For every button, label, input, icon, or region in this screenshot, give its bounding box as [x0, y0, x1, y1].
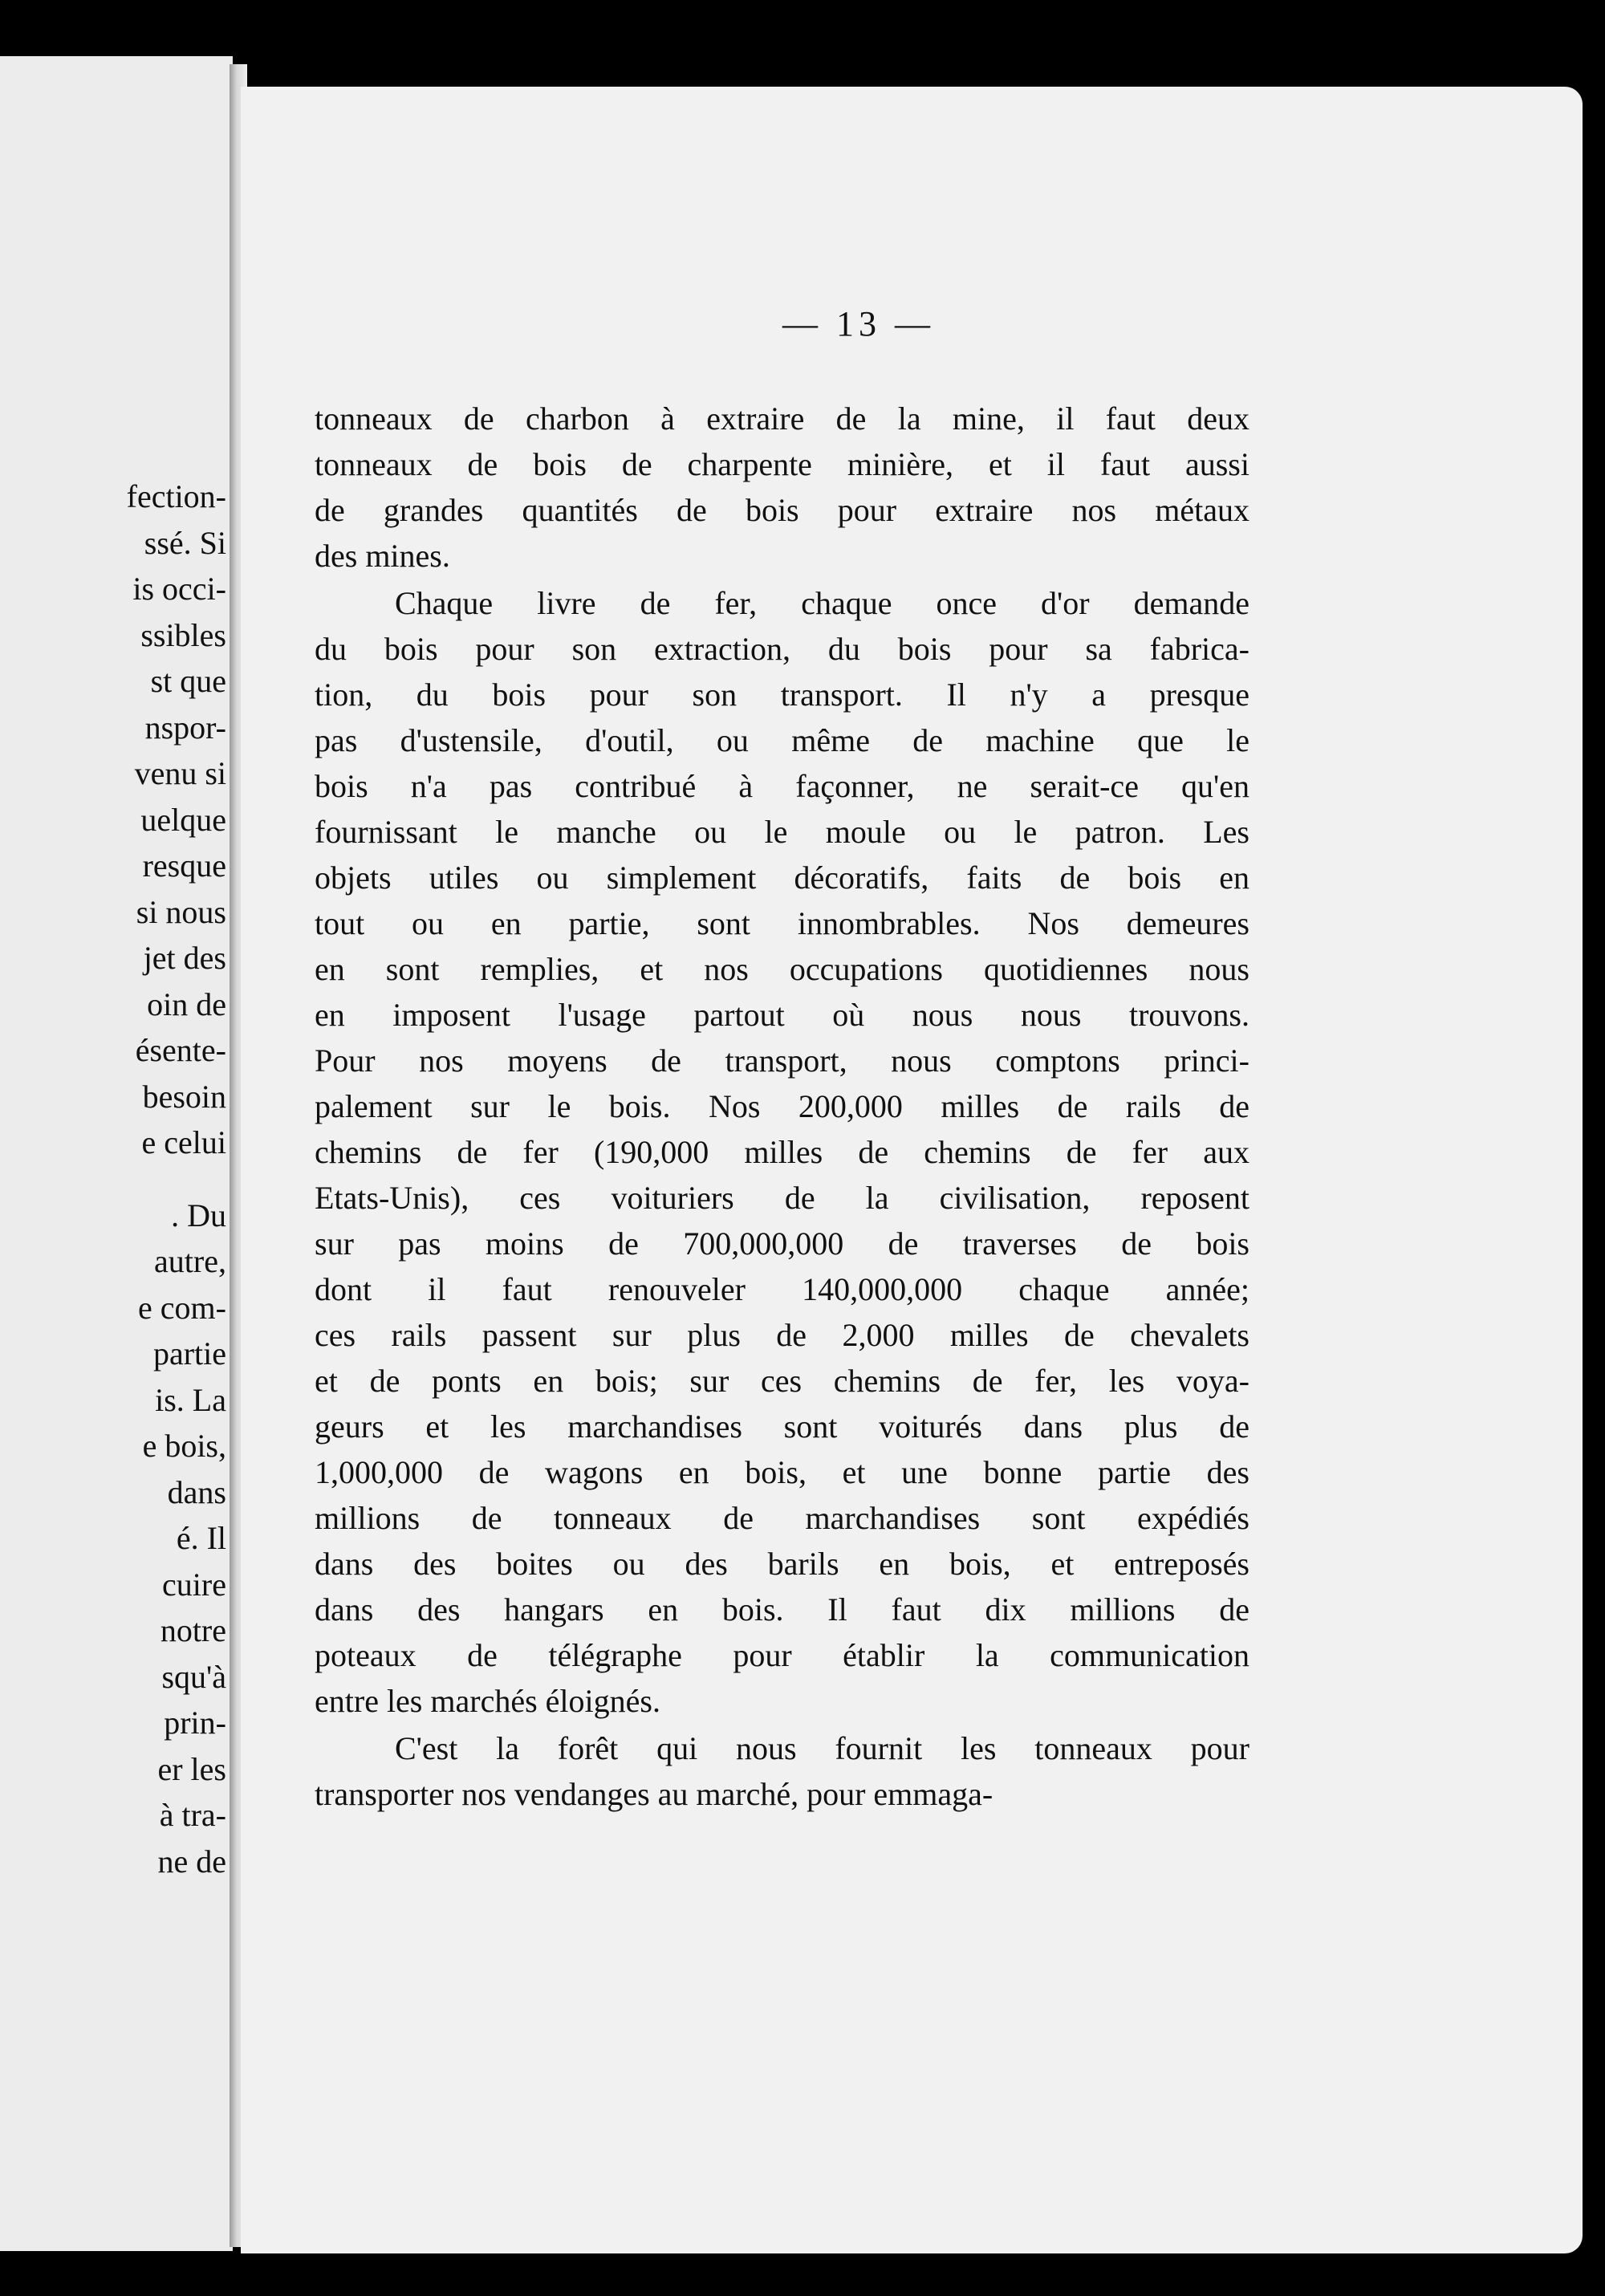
left-page-line: ssibles [140, 616, 226, 653]
left-page-line: partie [152, 1335, 226, 1372]
text-line: palement sur le bois. Nos 200,000 milles de rails de [315, 1088, 1249, 1124]
text-line: Pour nos moyens de transport, nous comptons princi- [315, 1042, 1249, 1079]
right-page [241, 87, 1583, 2253]
left-page [0, 56, 233, 2251]
left-page-line: dans [167, 1473, 226, 1510]
left-page-line: notre [160, 1612, 226, 1648]
text-line: bois n'a pas contribué à façonner, ne serait-ce qu'en [315, 768, 1249, 804]
text-line: tonneaux de charbon à extraire de la mine, il faut deux [315, 400, 1249, 437]
left-page-line: fection- [126, 478, 226, 514]
left-page-line: à tra- [159, 1797, 226, 1833]
left-page-line: ssé. Si [144, 524, 226, 561]
left-page-line: e celui [141, 1124, 226, 1160]
text-line: tonneaux de bois de charpente minière, et il faut aussi [315, 446, 1249, 482]
left-page-line: e com- [138, 1289, 226, 1326]
text-line: pas d'ustensile, d'outil, ou même de machine que le [315, 722, 1249, 758]
text-line: et de ponts en bois; sur ces chemins de fer, les voya- [315, 1363, 1249, 1399]
text-line: en imposent l'usage partout où nous nous trouvons. [315, 997, 1249, 1033]
left-page-line: besoin [142, 1078, 226, 1115]
page-number: — 13 — [782, 304, 935, 343]
text-line: C'est la forêt qui nous fournit les tonneaux pour [395, 1730, 1249, 1766]
text-line: transporter nos vendanges au marché, pour emmaga- [315, 1776, 993, 1812]
left-page-line: é. Il [176, 1520, 226, 1556]
left-page-line: jet des [143, 940, 226, 976]
text-line: en sont remplies, et nos occupations quotidiennes nous [315, 951, 1249, 987]
left-page-line: st que [150, 663, 226, 699]
text-line: tion, du bois pour son transport. Il n'y a presque [315, 677, 1249, 713]
left-page-line: is occi- [132, 571, 226, 607]
left-page-line: er les [157, 1750, 226, 1787]
text-line: ces rails passent sur plus de 2,000 milles de chevalets [315, 1317, 1249, 1353]
text-line: Chaque livre de fer, chaque once d'or demande [395, 585, 1249, 621]
paragraph [315, 1725, 1249, 1817]
text-line: tout ou en partie, sont innombrables. Nos demeures [315, 905, 1249, 941]
left-page-line: ésente- [135, 1032, 226, 1068]
text-line: des mines. [315, 538, 450, 574]
text-line: dans des boites ou des barils en bois, et entreposés [315, 1546, 1249, 1582]
left-page-line: oin de [147, 985, 226, 1022]
text-line: entre les marchés éloignés. [315, 1683, 660, 1719]
text-line: chemins de fer (190,000 milles de chemins de fer aux [315, 1134, 1249, 1170]
left-page-line: cuire [162, 1566, 226, 1603]
text-line: objets utiles ou simplement décoratifs, faits de bois en [315, 859, 1249, 896]
text-line: 1,000,000 de wagons en bois, et une bonne partie des [315, 1454, 1249, 1490]
text-line: du bois pour son extraction, du bois pour sa fabrica- [315, 631, 1249, 667]
left-page-line: si nous [136, 893, 226, 930]
text-line: Etats-Unis), ces voituriers de la civilisation, reposent [315, 1180, 1249, 1216]
left-page-text [0, 473, 226, 1884]
left-page-line: venu si [134, 755, 226, 791]
text-line: poteaux de télégraphe pour établir la communication [315, 1637, 1249, 1673]
text-line: geurs et les marchandises sont voiturés dans plus de [315, 1408, 1249, 1445]
text-line: fournissant le manche ou le moule ou le patron. Les [315, 814, 1249, 850]
left-page-line: is. La [155, 1381, 226, 1418]
text-line: dont il faut renouveler 140,000,000 chaque année; [315, 1271, 1249, 1307]
text-line: de grandes quantités de bois pour extraire nos métaux [315, 492, 1249, 528]
text-line: dans des hangars en bois. Il faut dix millions de [315, 1591, 1249, 1628]
page-body-text [315, 396, 1249, 1817]
text-line: millions de tonneaux de marchandises sont expédiés [315, 1500, 1249, 1536]
paragraph [315, 580, 1249, 1724]
left-page-line: ne de [157, 1843, 226, 1879]
left-page-line: prin- [164, 1705, 226, 1741]
text-line: sur pas moins de 700,000,000 de traverses de bois [315, 1225, 1249, 1262]
left-page-line: resque [142, 847, 226, 884]
left-page-line: squ'à [161, 1658, 226, 1695]
left-page-line: . Du [171, 1197, 226, 1233]
left-page-line: nspor- [144, 709, 226, 746]
paragraph [315, 396, 1249, 579]
left-page-line: uelque [140, 801, 226, 838]
left-page-line: autre, [154, 1243, 226, 1279]
left-page-line: e bois, [142, 1428, 226, 1464]
